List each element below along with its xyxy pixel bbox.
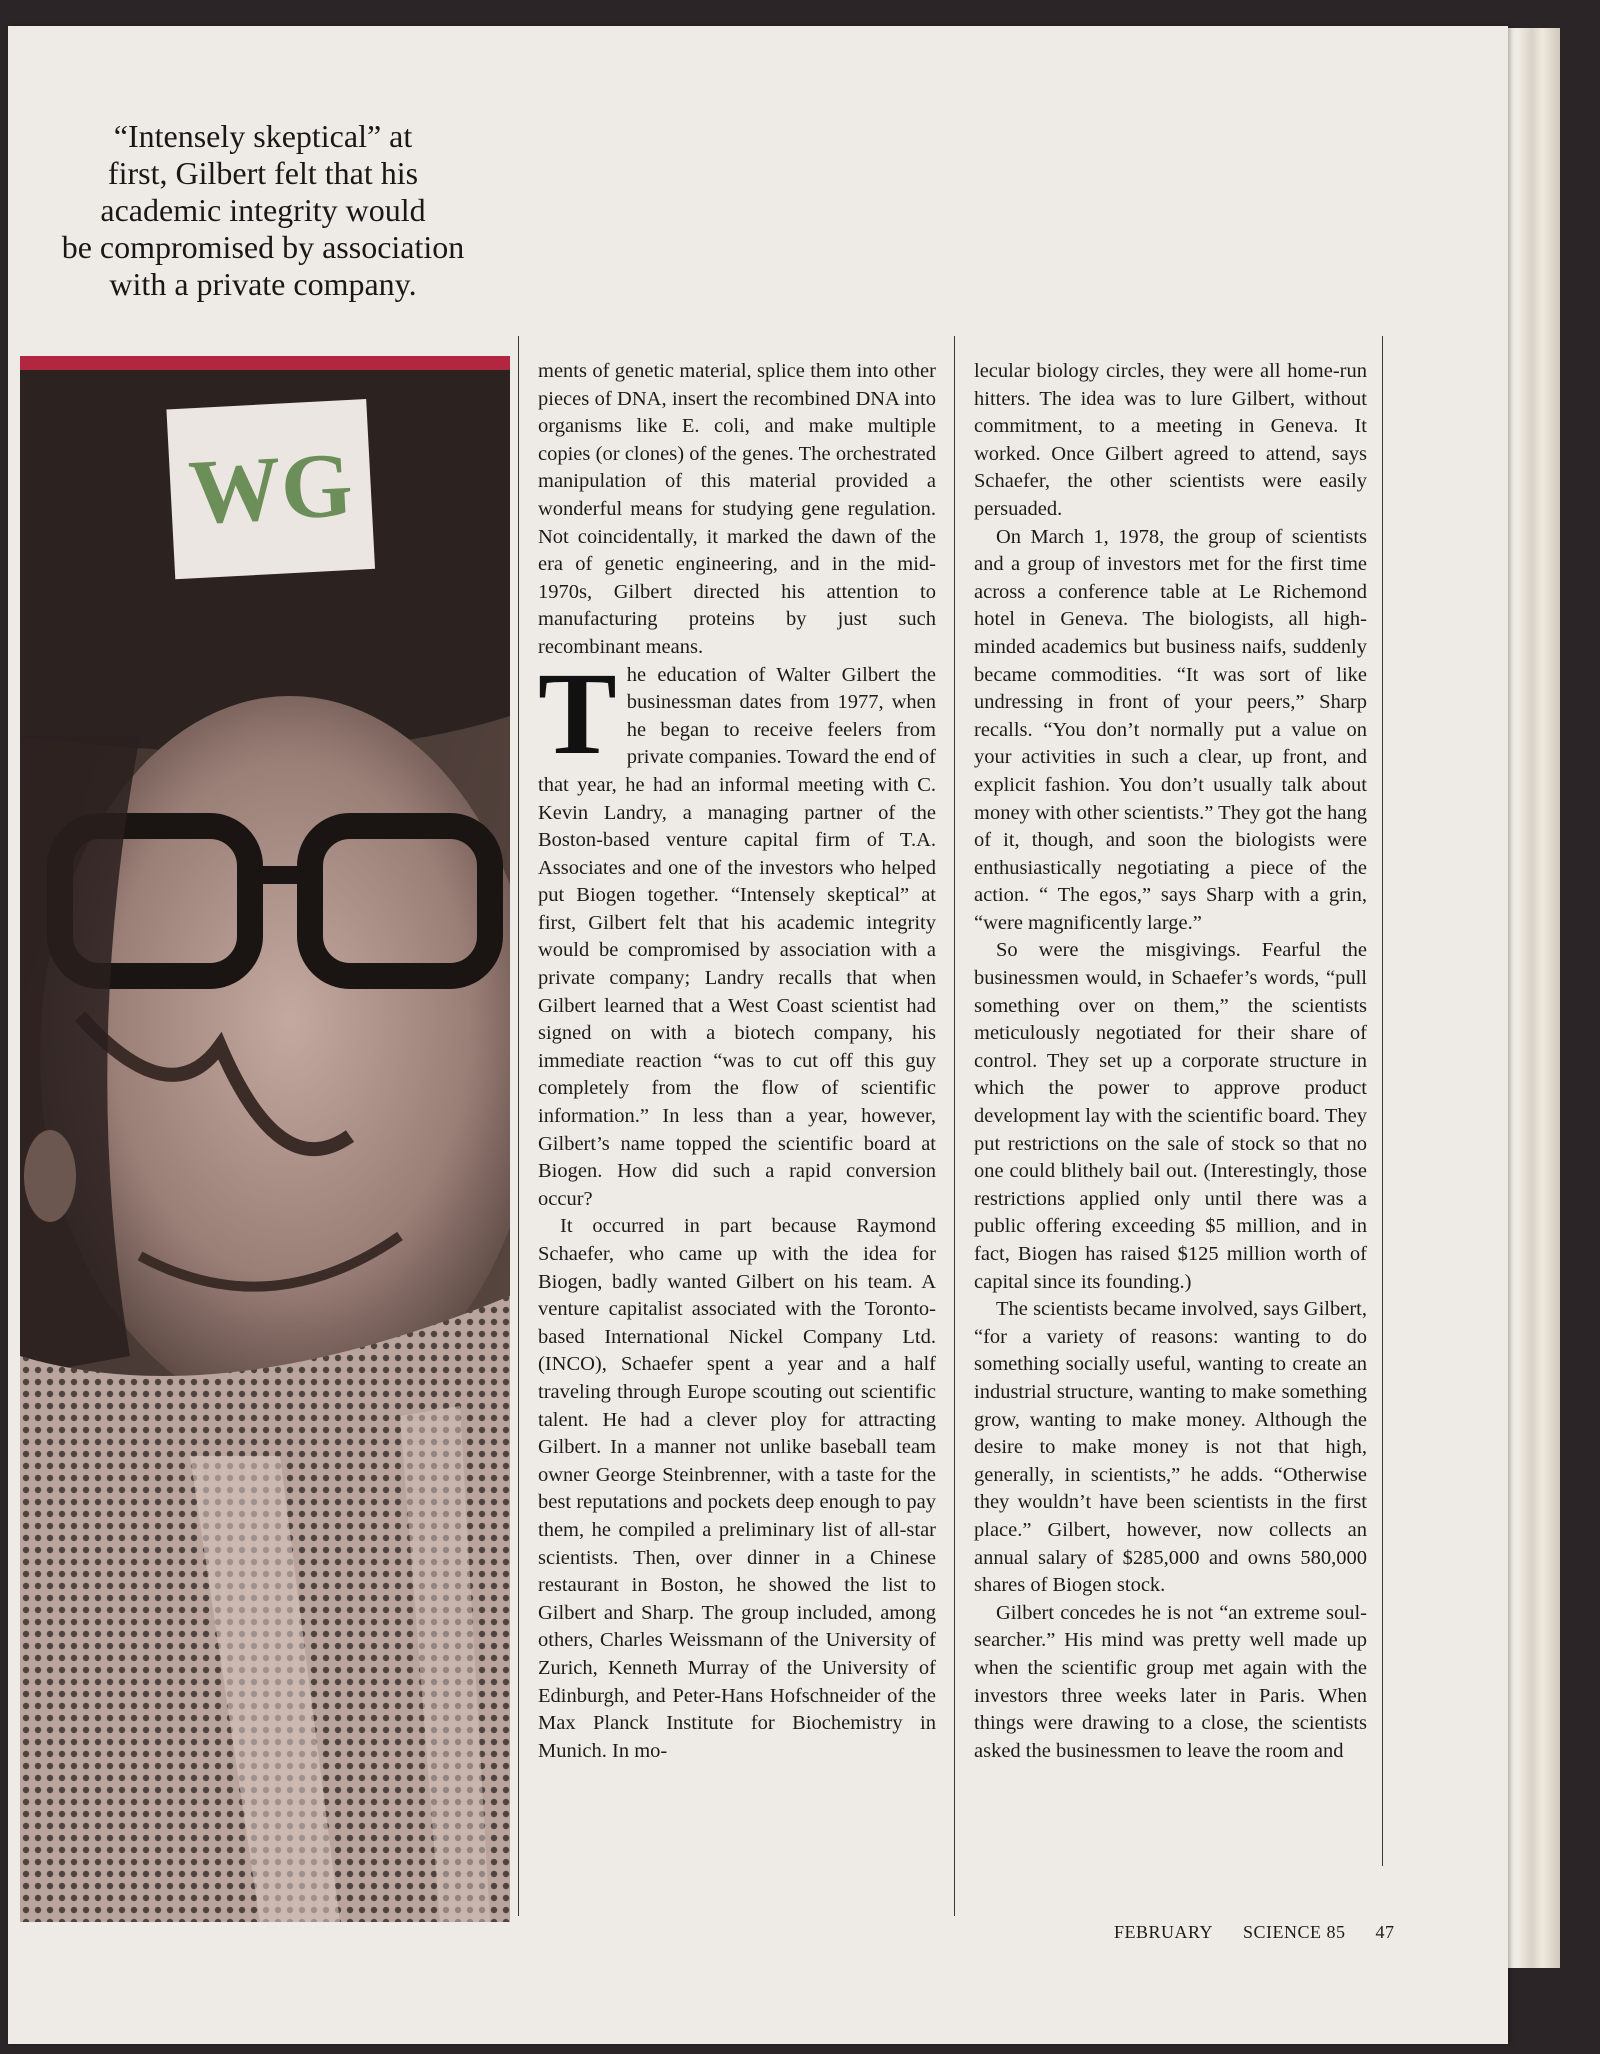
page-footer — [1114, 1922, 1414, 1943]
paragraph: It occurred in part because Raymond Schaefer, who came up with the idea for Biogen, badly wanted Gilbert on his team. A venture capitalist associated with the Toronto-based International Nickel Company Ltd. (INCO), Schaefer spent a year and a half traveling through Europe scouting out scientific talent. He had a clever ploy for attracting Gilbert. In a manner not unlike baseball team owner George Steinbrenner, with a taste for the best reputations and pockets deep enough to pay them, he compiled a preliminary list of all-star scientists. Then, over dinner in a Chinese restaurant in Boston, he showed the list to Gilbert and Sharp. The group included, among others, Charles Weissmann of the University of Zurich, Kenneth Murray of the University of Edinburgh, and Peter-Hans Hofschneider of the Max Planck Institute for Biochemistry in Munich. In mo- — [538, 1215, 936, 1762]
paragraph: On March 1, 1978, the group of scientists and a group of investors met for the first time across a conference table at Le Richemond hotel in Geneva. The biologists, all high-minded academics but business naifs, suddenly became commodities. “It was sort of like undressing in front of your peers,” Sharp recalls. “You don’t normally put a value on your activities in such a clear, up front, and explicit fashion. You don’t usually talk about money with other scientists.” They got the hang of it, though, and soon the biologists were enthusiastically negotiating a piece of the action. “ The egos,” says Sharp with a grin, “were magnificently large.” — [974, 525, 1367, 934]
magazine-page — [8, 26, 1508, 2044]
drop-cap: T — [538, 647, 617, 779]
pull-quote-line: “Intensely skeptical” at — [113, 118, 413, 154]
article-column-1 — [538, 358, 936, 1765]
pull-quote-line: be compromised by association — [61, 229, 465, 265]
paragraph: lecular biology circles, they were all home-run hitters. The idea was to lure Gilbert, without commitment, to a meeting in Geneva. It worked. Once Gilbert agreed to attend, says Schaefer, the other scientists were easily persuaded. — [974, 360, 1367, 520]
footer-magazine: SCIENCE 85 — [1243, 1922, 1346, 1942]
paragraph: Gilbert concedes he is not “an extreme soul-searcher.” His mind was pretty well made up when the scientific group met again with the investors three weeks later in Paris. When things were drawing to a close, the scientists asked the businessmen to leave the room and — [974, 1601, 1367, 1762]
portrait-illustration — [20, 356, 510, 1922]
paragraph: So were the misgivings. Fearful the businessmen would, in Schaefer’s words, “pull something over on them,” the scientists meticulously negotiated for their share of control. They set up a corporate structure in which the power to approve product development lay with the scientific board. They put restrictions on the sale of stock so that no one could blithely bail out. (Interestingly, those restrictions applied only until there was a public offering exceeding $5 million, and in fact, Biogen has raised $125 million worth of capital since its founding.) — [974, 939, 1367, 1293]
article-column-2 — [974, 358, 1367, 1765]
paragraph: he education of Walter Gilbert the businessman dates from 1977, when he began to receive feelers from private companies. Toward the end of that year, he had an informal meeting with C. Kevin Landry, a managing partner of the Boston-based venture capital firm of T.A. Associates and one of the investors who helped put Biogen together. “Intensely skeptical” at first, Gilbert felt that his academic integrity would be compromised by association with a private company; Landry recalls that when Gilbert learned that a West Coast scientist had signed on with a biotech company, his immediate reaction “was to cut off this guy completely from the flow of scientific information.” In less than a year, however, Gilbert’s name topped the scientific board at Biogen. How did such a rapid conversion occur? — [538, 663, 936, 1210]
column-rule-right — [1382, 336, 1383, 1866]
column-rule-left — [518, 336, 519, 1916]
paragraph: The scientists became involved, says Gilbert, “for a variety of reasons: wanting to do something socially useful, wanting to create an industrial structure, wanting to make something grow, wanting to make money. Although the desire to make money is not that high, generally, in scientists,” he adds. “Otherwise they wouldn’t have been scientists in the first place.” Gilbert, however, now collects an annual salary of $285,000 and owns 580,000 shares of Biogen stock. — [974, 1298, 1367, 1597]
wg-label: WG — [186, 432, 356, 544]
pull-quote-line: first, Gilbert felt that his — [107, 155, 419, 191]
column-rule-middle — [954, 336, 955, 1916]
pull-quote-line: academic integrity would — [100, 192, 426, 228]
pull-quote-line: with a private company. — [109, 266, 417, 302]
paragraph: ments of genetic material, splice them into other pieces of DNA, insert the recombined DNA into organisms like E. coli, and make multiple copies (or clones) of the genes. The orchestrated manipulation of this material provided a wonderful means for studying gene regulation. Not coincidentally, it marked the dawn of the era of genetic engineering, and in the mid-1970s, Gilbert directed his attention to manufacturing proteins by just such recombinant means. — [538, 360, 936, 658]
paragraph-with-dropcap — [538, 647, 936, 1214]
pull-quote — [28, 118, 498, 303]
portrait-photo — [20, 356, 510, 1922]
footer-month: FEBRUARY — [1114, 1922, 1214, 1942]
page-number: 47 — [1375, 1922, 1395, 1942]
